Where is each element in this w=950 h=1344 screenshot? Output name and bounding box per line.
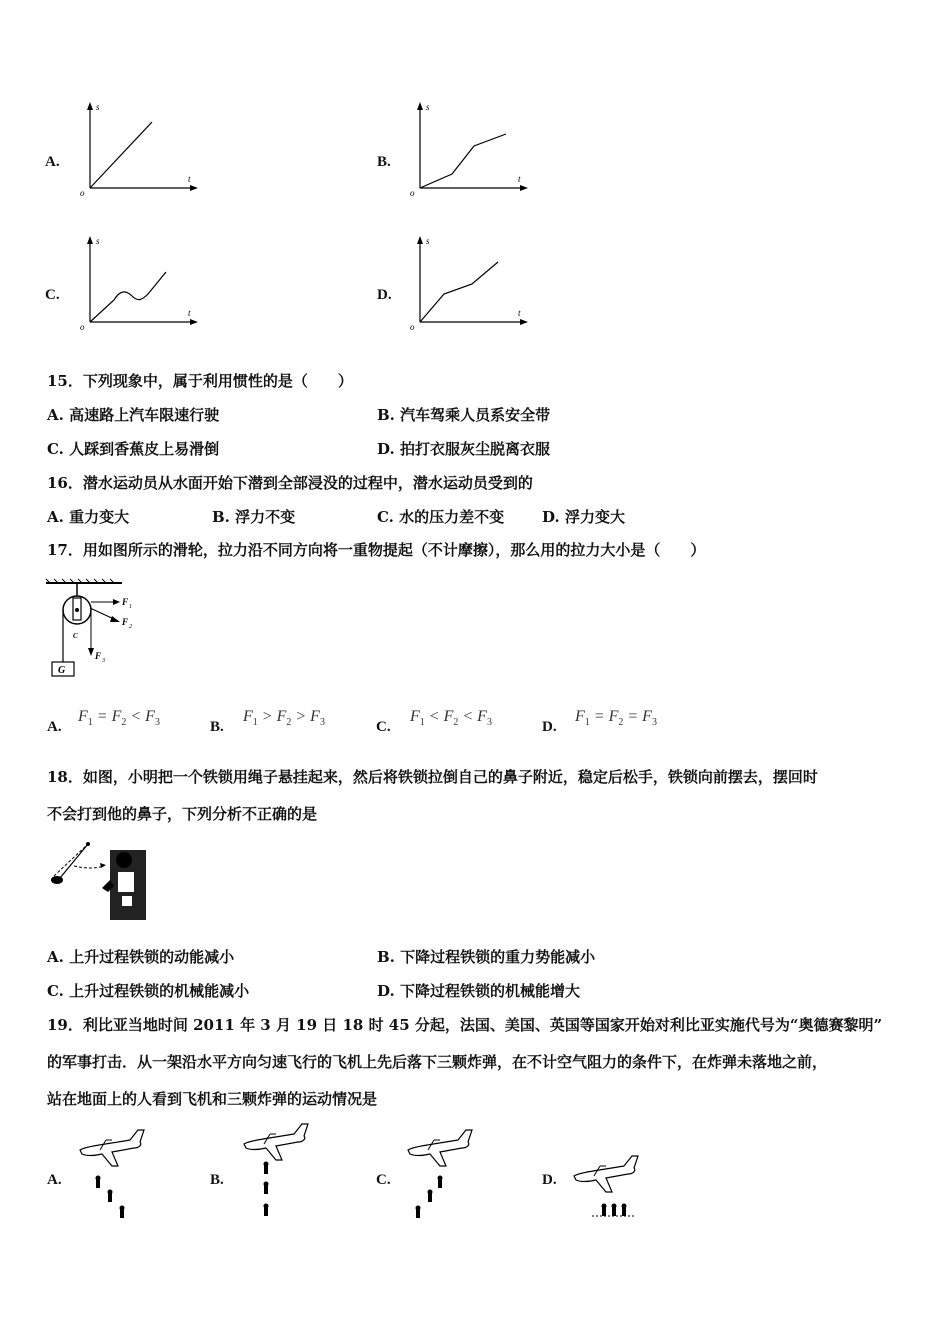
q16-stem: 16．潜水运动员从水面开始下潜到全部浸没的过程中，潜水运动员受到的 xyxy=(47,474,533,492)
q14-b-line xyxy=(420,134,506,188)
q17-option-a-math[interactable]: $F_1 = F_2 < F_3$ xyxy=(78,708,160,729)
q19-stem-line2: 的军事打击．从一架沿水平方向匀速飞行的飞机上先后落下三颗炸弹，在不计空气阻力的条件下，在炸弹未落地之前， xyxy=(47,1053,828,1071)
q18-option-d-text: 下降过程铁锁的机械能增大 xyxy=(399,982,580,1000)
q18-option-c-label: C. xyxy=(47,982,64,1000)
q16-option-c[interactable] xyxy=(377,506,504,527)
q18-option-d-label: D. xyxy=(377,982,395,1000)
q18-stem-line2: 不会打到他的鼻子，下列分析不正确的是 xyxy=(47,805,318,823)
q17-option-d-math[interactable]: $F_1 = F_2 = F_3$ xyxy=(575,708,657,729)
q18-option-a[interactable] xyxy=(47,946,234,967)
q19-figure-b xyxy=(240,1118,312,1224)
q16-option-b-label: B. xyxy=(212,508,230,526)
q19-figure-c xyxy=(404,1126,476,1224)
q19-option-d-label[interactable]: D. xyxy=(542,1172,557,1188)
q18-stem-line1: 18．如图，小明把一个铁锁用绳子悬挂起来，然后将铁锁拉倒自己的鼻子附近，稳定后松手，铁锁向前摆去，摆回时 xyxy=(47,768,818,786)
q14-d-line xyxy=(420,262,498,322)
q14-graph-b xyxy=(406,98,530,202)
q15-option-a-label: A. xyxy=(47,406,64,424)
q17-f3-sub: 3 xyxy=(102,658,105,664)
q15-option-b-label: B. xyxy=(377,406,395,424)
q18-option-d[interactable] xyxy=(377,980,580,1001)
q14-option-d-label[interactable]: D. xyxy=(377,287,392,303)
q19-option-c-label[interactable]: C. xyxy=(376,1172,391,1188)
svg-text:C: C xyxy=(73,632,78,640)
q18-option-c[interactable] xyxy=(47,980,249,1001)
q18-option-a-label: A. xyxy=(47,948,64,966)
q14-graph-d xyxy=(406,232,530,336)
q18-lock xyxy=(51,876,63,884)
q19-stem-line3: 站在地面上的人看到飞机和三颗炸弹的运动情况是 xyxy=(47,1090,378,1108)
q14-option-c-label[interactable]: C. xyxy=(45,287,60,303)
q16-option-c-label: C. xyxy=(377,508,394,526)
q16-option-d-label: D. xyxy=(542,508,560,526)
q19-figure-a xyxy=(76,1126,148,1224)
q15-option-d-text: 拍打衣服灰尘脱离衣服 xyxy=(399,440,550,458)
q17-stem: 17．用如图所示的滑轮，拉力沿不同方向将一重物提起（不计摩擦），那么用的拉力大小是（ ） xyxy=(47,541,706,559)
q14-c-axis-t: t xyxy=(188,308,191,318)
q16-option-b-text: 浮力不变 xyxy=(235,508,296,526)
q16-option-a-label: A. xyxy=(47,508,64,526)
q18-option-b[interactable] xyxy=(377,946,595,967)
q14-d-axis-t: t xyxy=(518,308,521,318)
q14-a-axis-o: o xyxy=(80,188,85,198)
q14-d-axis-o: o xyxy=(410,322,415,332)
q16-option-a-text: 重力变大 xyxy=(69,508,130,526)
q14-a-axis-s: s xyxy=(96,102,100,112)
q18-option-b-label: B. xyxy=(377,948,395,966)
q15-option-b-text: 汽车驾乘人员系安全带 xyxy=(400,406,551,424)
q18-option-b-text: 下降过程铁锁的重力势能减小 xyxy=(400,948,596,966)
q18-option-c-text: 上升过程铁锁的机械能减小 xyxy=(69,982,250,1000)
q15-option-d-label: D. xyxy=(377,440,395,458)
q14-b-axis-o: o xyxy=(410,188,415,198)
q15-option-d[interactable] xyxy=(377,438,550,459)
q15-option-a[interactable] xyxy=(47,404,219,425)
q14-a-axis-t: t xyxy=(188,174,191,184)
q17-f1-label: F xyxy=(122,597,129,607)
q14-c-line xyxy=(90,272,166,322)
q17-option-c-math[interactable]: $F_1 < F_2 < F_3$ xyxy=(410,708,492,729)
q17-pulley-figure xyxy=(44,578,144,682)
q16-option-d-text: 浮力变大 xyxy=(564,508,625,526)
q19-option-a-label[interactable]: A. xyxy=(47,1172,62,1188)
q17-option-c-label[interactable]: C. xyxy=(376,719,391,735)
q15-option-a-text: 高速路上汽车限速行驶 xyxy=(69,406,220,424)
q17-option-d-label[interactable]: D. xyxy=(542,719,557,735)
q18-option-a-text: 上升过程铁锁的动能减小 xyxy=(69,948,235,966)
q17-f1-sub: 1 xyxy=(129,604,132,610)
q19-figure-d xyxy=(570,1150,642,1224)
q17-option-b-label[interactable]: B. xyxy=(210,719,224,735)
q19-option-b-label[interactable]: B. xyxy=(210,1172,224,1188)
q14-graph-a xyxy=(76,98,200,202)
q16-option-b[interactable] xyxy=(212,506,295,527)
q15-option-c[interactable] xyxy=(47,438,219,459)
q19-stem-line1: 19．利比亚当地时间 2011 年 3 月 19 日 18 时 45 分起，法国、美国、英国等国家开始对利比亚实施代号为“奥德赛黎明” xyxy=(47,1016,883,1034)
q15-stem: 15．下列现象中，属于利用惯性的是（ ） xyxy=(47,372,353,390)
q17-f2-sub: 2 xyxy=(129,624,132,630)
q17-f2-label: F xyxy=(122,617,129,627)
q17-option-b-math[interactable]: $F_1 > F_2 > F_3$ xyxy=(243,708,325,729)
q15-option-c-label: C. xyxy=(47,440,64,458)
q17-f3-label: F xyxy=(95,651,102,661)
q14-graph-c xyxy=(76,232,200,336)
q14-c-axis-s: s xyxy=(96,236,100,246)
q16-option-a[interactable] xyxy=(47,506,129,527)
q15-option-b[interactable] xyxy=(377,404,550,425)
q14-b-axis-s: s xyxy=(426,102,430,112)
q16-option-c-text: 水的压力差不变 xyxy=(399,508,505,526)
q14-c-axis-o: o xyxy=(80,322,85,332)
q15-option-c-text: 人踩到香蕉皮上易滑倒 xyxy=(69,440,220,458)
q17-weight-label: G xyxy=(58,665,66,676)
q14-b-axis-t: t xyxy=(518,174,521,184)
q14-a-line xyxy=(90,122,152,188)
q14-option-a-label[interactable]: A. xyxy=(45,154,60,170)
q16-option-d[interactable] xyxy=(542,506,625,527)
q18-pendulum-figure xyxy=(44,836,154,924)
q17-option-a-label[interactable]: A. xyxy=(47,719,62,735)
q14-option-b-label[interactable]: B. xyxy=(377,154,391,170)
q14-d-axis-s: s xyxy=(426,236,430,246)
